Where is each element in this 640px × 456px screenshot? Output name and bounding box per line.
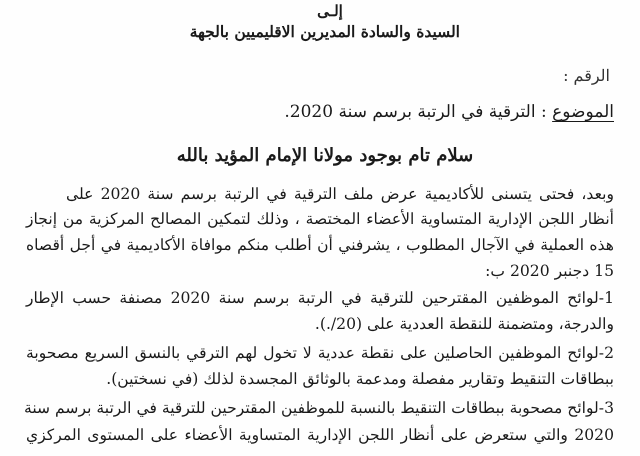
body-line-2: أنظار اللجن الإدارية المتساوية الأعضاء المختصة ، وذلك لتمكين المصالح المركزية من إنجاز bbox=[26, 210, 614, 228]
list-item-2-line-2: ببطاقات التنقيط وتقارير مفصلة ومدعمة بالوثائق المجسدة لذلك (في نسختين). bbox=[106, 370, 614, 388]
subject-line bbox=[284, 102, 614, 122]
subject-separator: : bbox=[540, 102, 547, 122]
addressee-line: السيدة والسادة المديرين الاقليميين بالجهة bbox=[189, 22, 460, 41]
list-item-3-line-1: 3-لوائح مصحوبة ببطاقات التنقيط بالنسبة للموظفين المقترحين للترقية في الرتبة برسم سنة bbox=[23, 399, 614, 417]
reference-number-label: الرقم : bbox=[563, 66, 610, 85]
list-item-1-line-2: والدرجة، ومتضمنة للنقطة العددية على (20/.). bbox=[314, 315, 614, 333]
greeting-line: سلام تام بوجود مولانا الإمام المؤيد بالله bbox=[176, 145, 474, 166]
list-item-1-line-1: 1-لوائح الموظفين المقترحين للترقية في الرتبة برسم سنة 2020 مصنفة حسب الإطار bbox=[26, 289, 614, 307]
list-item-3-line-2: 2020 والتي ستعرض على أنظار اللجن الإدارية المتساوية الأعضاء على المستوى المركزي bbox=[26, 426, 614, 444]
subject-text: الترقية في الرتبة برسم سنة 2020. bbox=[284, 102, 536, 122]
addressee-prefix: إلـى bbox=[317, 2, 343, 20]
list-item-2-line-1: 2-لوائح الموظفين الحاصلين على نقطة عددية لا تخول لهم الترقي بالنسق السريع مصحوبة bbox=[26, 344, 614, 362]
body-line-4: 15 دجنبر 2020 ب: bbox=[485, 262, 614, 280]
body-line-1: وبعد، فحتى يتسنى للأكاديمية عرض ملف الترقية في الرتبة برسم سنة 2020 على bbox=[66, 185, 614, 203]
subject-label: الموضوع bbox=[552, 102, 614, 122]
body-line-3: هذه العملية في الآجال المطلوب ، يشرفني أن أطلب منكم موافاة الأكاديمية في أجل أقصاه bbox=[26, 236, 614, 254]
